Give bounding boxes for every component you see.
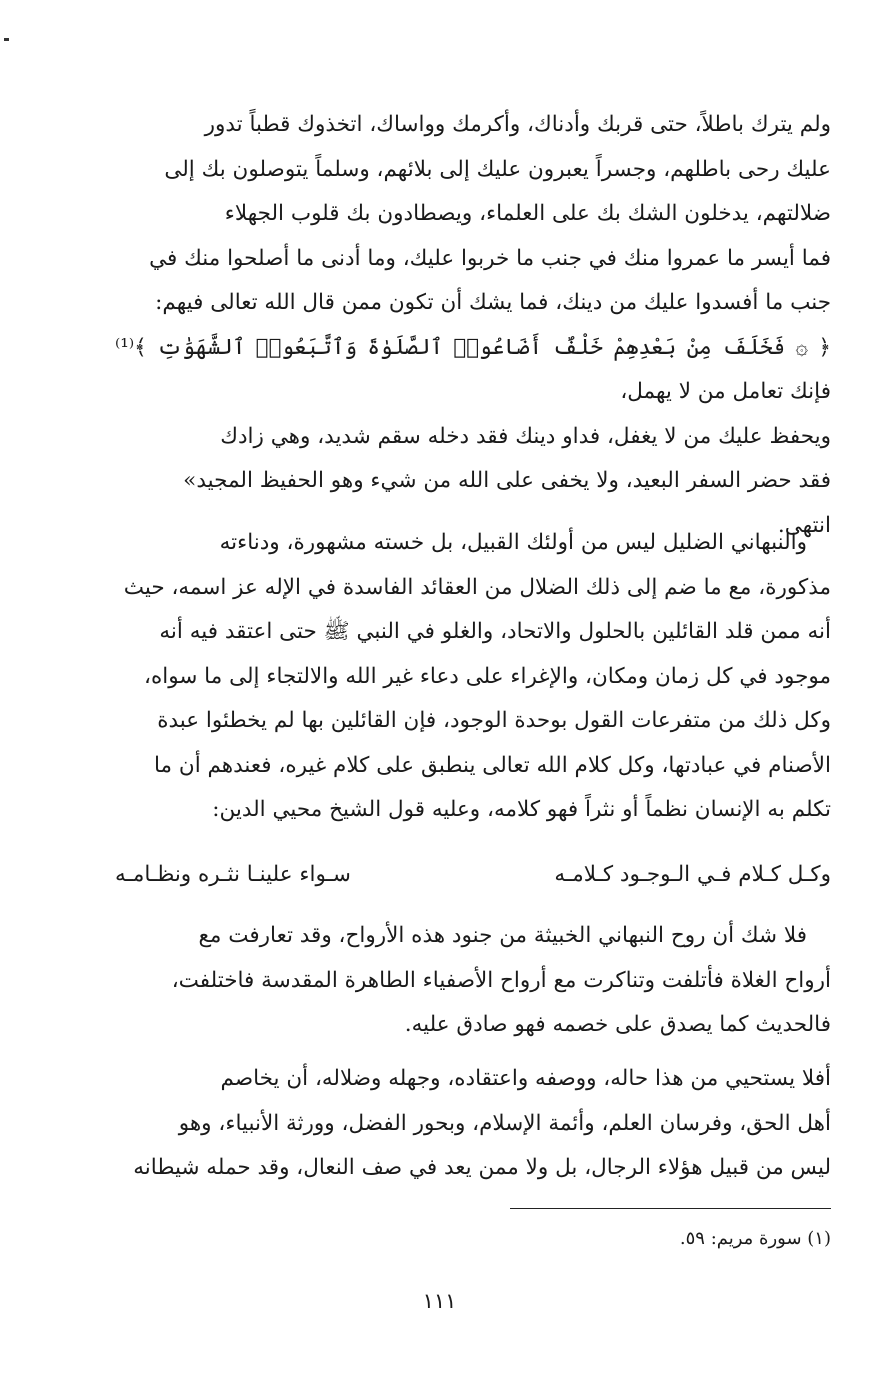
paragraph-quote-continuation xyxy=(115,103,831,548)
text-line: ضلالتهم، يدخلون الشك بك على العلماء، ويصطادون بك قلوب الجهلاء xyxy=(224,201,831,226)
scan-edge-mark xyxy=(4,38,9,41)
text-line: عليك رحى باطلهم، وجسراً يعبرون عليك إلى بلائهم، وسلماً يتوصلون بك إلى xyxy=(164,156,831,182)
text-line: فالحديث كما يصدق على خصمه فهو صادق عليه. xyxy=(404,1012,831,1037)
text-line: تكلم به الإنسان نظماً أو نثراً فهو كلامه، وعليه قول الشيخ محيي الدين: xyxy=(212,797,831,822)
poem-verse xyxy=(115,853,831,898)
text-line: أرواح الغلاة فأتلفت وتناكرت مع أرواح الأصفياء الطاهرة المقدسة فاختلفت، xyxy=(171,967,831,993)
text-line: فلا شك أن روح النبهاني الخبيثة من جنود هذه الأرواح، وقد تعارفت مع xyxy=(198,923,807,948)
paragraph-nabhani xyxy=(115,521,831,833)
poem-first-hemistich: وكـل كـلام فـي الـوجـود كـلامـه xyxy=(554,862,831,887)
text-line: ولم يترك باطلاً، حتى قربك وأدناك، وأكرمك وواساك، اتخذوك قطباً تدور xyxy=(204,112,831,137)
page-number: ١١١ xyxy=(422,1289,457,1313)
poem-second-hemistich: سـواء علينـا نثـره ونظـامـه xyxy=(115,862,351,887)
text-line: الأصنام في عبادتها، وكل كلام الله تعالى ينطبق على كلام غيره، فعندهم أن ما xyxy=(154,752,831,778)
paragraph-spirits xyxy=(115,914,831,1048)
text-line: فقد حضر السفر البعيد، ولا يخفى على الله من شيء وهو الحفيظ المجيد» xyxy=(183,468,831,493)
text-line: مذكورة، مع ما ضم إلى ذلك الضلال من العقائد الفاسدة في الإله عز اسمه، حيث xyxy=(123,574,831,600)
text-line: موجود في كل زمان ومكان، والإغراء على دعاء غير الله والالتجاء إلى ما سواه، xyxy=(144,663,831,689)
text-line: وكل ذلك من متفرعات القول بوحدة الوجود، فإن القائلين بها لم يخطئوا عبدة xyxy=(157,708,831,733)
footnote-separator xyxy=(510,1208,831,1209)
text-line: أفلا يستحيي من هذا حاله، ووصفه واعتقاده، وجهله وضلاله، أن يخاصم xyxy=(220,1066,831,1091)
text-line: أنه ممن قلد القائلين بالحلول والاتحاد، والغلو في النبي ﷺ حتى اعتقد فيه أنه xyxy=(159,619,831,644)
text-line: جنب ما أفسدوا عليك من دينك، فما يشك أن تكون ممن قال الله تعالى فيهم: xyxy=(155,290,831,315)
quran-verse-line: ﴿ ۞ فَخَلَفَ مِنْ بَعْدِهِمْ خَلْفٌ أَضَاعُوا۟ ٱلصَّلَوٰةَ وَٱتَّبَعُوا۟ ٱلشَّهَوَٰتِ ﴾⁽¹⁾ فإنك تعامل من لا يهمل، xyxy=(115,334,831,404)
text-line: انتهى. xyxy=(777,512,831,538)
text-line: أهل الحق، وفرسان العلم، وأئمة الإسلام، وبحور الفضل، وورثة الأنبياء، وهو xyxy=(178,1110,831,1136)
footnote: (١) سورة مريم: ٥٩. xyxy=(679,1228,831,1249)
text-line: والنبهاني الضليل ليس من أولئك القبيل، بل خسته مشهورة، ودناءته xyxy=(219,530,807,555)
text-line: فما أيسر ما عمروا منك في جنب ما خربوا عليك، وما أدنى ما أصلحوا منك في xyxy=(149,245,831,271)
text-line: ليس من قبيل هؤلاء الرجال، بل ولا ممن يعد في صف النعال، وقد حمله شيطانه xyxy=(133,1155,831,1180)
paragraph-rebuke xyxy=(115,1057,831,1191)
text-line: ويحفظ عليك من لا يغفل، فداو دينك فقد دخله سقم شديد، وهي زادك xyxy=(220,423,831,449)
